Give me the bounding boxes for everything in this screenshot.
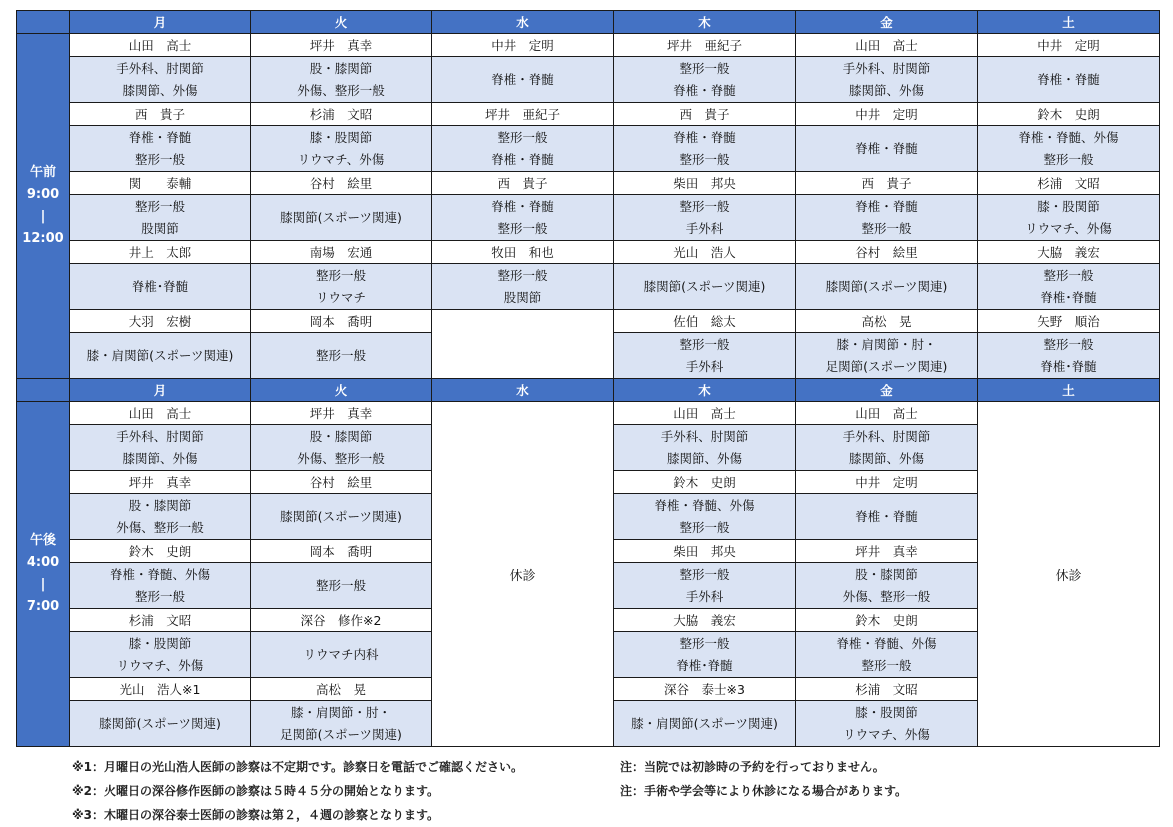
closed-cell: 休診 [978,402,1160,747]
specialty-line: 手外科、肘関節 [116,60,204,76]
specialty-line: 脊椎・脊髄 [855,198,918,214]
specialty-cell [796,57,978,103]
doctor-name: 鈴木 史朗 [614,471,796,494]
specialty-cell [796,563,978,609]
specialty-line: 脊椎・脊髄 [855,140,918,156]
specialty-line: 整形一般 [679,519,730,535]
specialty-line: 脊椎・脊髄 [1037,71,1100,87]
specialty-cell [432,264,614,310]
specialty-line: 膝・股関節 [1037,198,1100,214]
footnotes-right [620,755,907,803]
doctor-name: 牧田 和也 [432,241,614,264]
specialty-cell [251,126,432,172]
doctor-name: 南場 宏通 [251,241,432,264]
specialty-line: 整形一般 [679,198,730,214]
specialty-line: 外傷、整形一般 [297,82,385,98]
doctor-name: 坪井 亜紀子 [614,34,796,57]
specialty-line: 膝関節(スポーツ関連) [280,508,402,524]
doctor-name: 大羽 宏樹 [70,310,251,333]
specialty-cell [432,57,614,103]
specialty-line: 整形一般 [497,267,548,283]
specialty-line: 膝関節、外傷 [848,82,924,98]
specialty-cell [70,701,251,747]
period-label-line: 午前 [29,165,56,180]
specialty-cell [70,333,251,379]
doctor-name: 杉浦 文昭 [251,103,432,126]
specialty-cell [796,425,978,471]
period-label-line: | [40,209,46,224]
specialty-cell [614,632,796,678]
doctor-name: 坪井 真幸 [251,402,432,425]
specialty-cell [614,333,796,379]
doctor-name-row [17,402,1160,425]
specialty-line: 整形一般 [134,198,185,214]
specialty-line: 整形一般 [315,267,366,283]
specialty-cell [978,57,1160,103]
doctor-name: 山田 高士 [796,34,978,57]
specialty-cell [251,333,432,379]
specialty-line: 手外科 [685,588,724,604]
specialty-line: 脊椎・脊髄 [491,198,554,214]
specialty-cell [614,563,796,609]
specialty-line: 手外科、肘関節 [842,428,931,444]
specialty-line: 手外科 [685,220,724,236]
specialty-row [17,195,1160,241]
doctor-name-row [17,34,1160,57]
period-label-line: 午後 [29,533,56,548]
specialty-line: 外傷、整形一般 [297,450,385,466]
specialty-cell [614,195,796,241]
specialty-cell [978,264,1160,310]
specialty-line: 整形一般 [861,657,912,673]
specialty-line: 脊椎・脊髄 [491,151,554,167]
day-header: 木 [614,11,796,34]
doctor-name: 中井 定明 [796,103,978,126]
day-header: 土 [978,379,1160,402]
specialty-cell [796,264,978,310]
specialty-cell [796,126,978,172]
doctor-name: 谷村 絵里 [251,172,432,195]
doctor-name: 鈴木 史朗 [978,103,1160,126]
specialty-line: 外傷、整形一般 [116,519,204,535]
specialty-cell [251,563,432,609]
specialty-line: 整形一般 [1043,267,1094,283]
specialty-line: 脊椎・脊髄、外傷 [1018,129,1119,145]
doctor-name: 杉浦 文昭 [978,172,1160,195]
day-header: 金 [796,379,978,402]
specialty-line: 足関節(スポーツ関連) [825,358,948,374]
doctor-name-row [17,103,1160,126]
day-header: 火 [251,11,432,34]
doctor-name: 佐伯 総太 [614,310,796,333]
specialty-line: 脊椎・脊髄 [491,71,554,87]
doctor-name: 坪井 真幸 [796,540,978,563]
doctor-name: 岡本 喬明 [251,310,432,333]
specialty-line: 整形一般 [861,220,912,236]
doctor-name: 西 貴子 [614,103,796,126]
specialty-cell [70,264,251,310]
doctor-name: 光山 浩人※1 [70,678,251,701]
doctor-name-row [17,310,1160,333]
doctor-name: 鈴木 史朗 [796,609,978,632]
corner-cell [17,11,70,34]
doctor-name: 高松 晃 [796,310,978,333]
specialty-line: 足関節(スポーツ関連) [280,726,402,742]
period-label-line: 4:00 [26,555,60,570]
period-label-line: 9:00 [26,187,60,202]
empty-slot [432,310,614,379]
specialty-line: 手外科 [685,358,724,374]
specialty-cell [978,195,1160,241]
specialty-cell [614,494,796,540]
doctor-name: 中井 定明 [432,34,614,57]
specialty-line: 膝関節、外傷 [122,82,198,98]
specialty-line: 整形一般 [679,60,730,76]
specialty-cell [251,425,432,471]
day-header: 木 [614,379,796,402]
specialty-cell [251,195,432,241]
specialty-line: 整形一般 [134,588,185,604]
doctor-name: 谷村 絵里 [251,471,432,494]
doctor-name: 西 貴子 [432,172,614,195]
specialty-line: 股・膝関節 [309,428,373,444]
doctor-name: 大脇 義宏 [978,241,1160,264]
specialty-line: 整形一般 [679,635,730,651]
doctor-name: 大脇 義宏 [614,609,796,632]
specialty-line: 股・膝関節 [855,566,918,582]
specialty-line: 股・膝関節 [128,497,192,513]
specialty-line: 膝・肩関節(スポーツ関連) [631,715,778,731]
specialty-line: 脊椎・脊髄、外傷 [654,497,755,513]
footnote: ※2：火曜日の深谷修作医師の診察は５時４５分の開始となります。 [72,784,440,798]
doctor-name: 井上 太郎 [70,241,251,264]
specialty-cell [70,632,251,678]
specialty-line: 膝・股関節 [128,635,192,651]
specialty-cell [70,126,251,172]
specialty-line: 整形一般 [315,347,366,363]
doctor-name: 坪井 亜紀子 [432,103,614,126]
period-label-line: 7:00 [26,599,60,614]
specialty-line: 脊椎･脊髄 [676,657,733,673]
specialty-line: 手外科、肘関節 [116,428,204,444]
specialty-line: 膝・肩関節・肘・ [290,704,391,720]
doctor-name: 鈴木 史朗 [70,540,251,563]
specialty-line: リウマチ内科 [303,646,379,662]
specialty-line: 膝関節、外傷 [666,450,742,466]
period-label-line: | [40,577,46,592]
specialty-line: 整形一般 [1043,151,1094,167]
specialty-line: 股関節 [141,220,179,236]
specialty-line: リウマチ、外傷 [1025,220,1112,236]
specialty-cell [978,333,1160,379]
specialty-line: 膝・股関節 [855,704,918,720]
specialty-line: 脊椎・脊髄 [855,508,918,524]
specialty-line: 脊椎・脊髄 [128,129,192,145]
doctor-name: 杉浦 文昭 [70,609,251,632]
specialty-cell [614,264,796,310]
specialty-row [17,126,1160,172]
specialty-line: 膝・肩関節・肘・ [836,336,937,352]
doctor-name: 岡本 喬明 [251,540,432,563]
specialty-line: 膝・股関節 [309,129,373,145]
footnote: ※1：月曜日の光山浩人医師の診察は不定期です。診察日を電話でご確認ください。 [72,760,524,774]
doctor-name: 高松 晃 [251,678,432,701]
day-header: 火 [251,379,432,402]
specialty-cell [796,333,978,379]
specialty-cell [432,195,614,241]
doctor-name: 矢野 順治 [978,310,1160,333]
notice: 注：当院では初診時の予約を行っておりません。 [620,760,885,774]
day-header: 月 [70,379,251,402]
corner-cell [17,379,70,402]
specialty-cell [614,57,796,103]
doctor-name: 柴田 邦央 [614,172,796,195]
specialty-line: 膝関節(スポーツ関連) [280,209,402,225]
specialty-line: 整形一般 [679,566,730,582]
specialty-line: 手外科、肘関節 [660,428,749,444]
specialty-line: 整形一般 [679,336,730,352]
specialty-cell [796,632,978,678]
day-header: 土 [978,11,1160,34]
specialty-line: 脊椎･脊髄 [131,278,189,294]
doctor-name: 山田 高士 [614,402,796,425]
schedule-table [16,10,1160,747]
specialty-cell [614,701,796,747]
specialty-cell [796,195,978,241]
specialty-line: 脊椎・脊髄 [673,129,736,145]
day-header-row [17,11,1160,34]
specialty-line: 膝関節、外傷 [848,450,924,466]
doctor-name-row [17,172,1160,195]
footnote: ※3：木曜日の深谷泰士医師の診察は第２，４週の診察となります。 [72,808,440,822]
specialty-line: リウマチ、外傷 [297,151,385,167]
specialty-row [17,57,1160,103]
specialty-line: 膝関節(スポーツ関連) [99,715,221,731]
specialty-cell [251,632,432,678]
doctor-name: 坪井 真幸 [70,471,251,494]
period-label-line: 12:00 [22,231,64,246]
day-header: 金 [796,11,978,34]
specialty-cell [251,57,432,103]
notice: 注：手術や学会等により休診になる場合があります。 [620,784,908,798]
specialty-line: 膝関節(スポーツ関連) [643,278,766,294]
doctor-name: 谷村 絵里 [796,241,978,264]
specialty-cell [796,701,978,747]
specialty-cell [251,264,432,310]
footnotes-left [72,755,523,827]
doctor-name: 中井 定明 [796,471,978,494]
specialty-line: 股関節 [503,289,542,305]
specialty-cell [70,494,251,540]
specialty-cell [251,701,432,747]
specialty-line: 整形一般 [315,577,366,593]
specialty-cell [70,57,251,103]
specialty-line: 整形一般 [134,151,185,167]
day-header: 水 [432,11,614,34]
doctor-name: 柴田 邦央 [614,540,796,563]
specialty-line: リウマチ [315,289,366,305]
doctor-name: 関 泰輔 [70,172,251,195]
specialty-line: 外傷、整形一般 [842,588,931,604]
day-header: 月 [70,11,251,34]
doctor-name: 深谷 泰士※3 [614,678,796,701]
doctor-name: 光山 浩人 [614,241,796,264]
specialty-line: 股・膝関節 [309,60,373,76]
specialty-cell [614,425,796,471]
specialty-cell [432,126,614,172]
specialty-line: 手外科、肘関節 [842,60,931,76]
specialty-line: 整形一般 [1043,336,1094,352]
specialty-line: 膝・肩関節(スポーツ関連) [86,347,234,363]
doctor-name: 深谷 修作※2 [251,609,432,632]
doctor-name: 中井 定明 [978,34,1160,57]
doctor-name: 西 貴子 [796,172,978,195]
doctor-name: 坪井 真幸 [251,34,432,57]
specialty-row [17,264,1160,310]
specialty-cell [978,126,1160,172]
closed-cell: 休診 [432,402,614,747]
doctor-name: 山田 高士 [70,402,251,425]
specialty-line: リウマチ、外傷 [116,657,204,673]
specialty-line: 膝関節、外傷 [122,450,198,466]
specialty-cell [70,563,251,609]
specialty-line: 膝関節(スポーツ関連) [825,278,948,294]
specialty-line: 整形一般 [497,220,548,236]
specialty-cell [70,425,251,471]
specialty-line: 脊椎・脊髄、外傷 [836,635,937,651]
specialty-cell [70,195,251,241]
specialty-line: 整形一般 [497,129,548,145]
period-label [17,402,70,747]
day-header: 水 [432,379,614,402]
doctor-name: 山田 高士 [70,34,251,57]
specialty-line: リウマチ、外傷 [843,726,930,742]
doctor-name-row [17,241,1160,264]
period-label [17,34,70,379]
day-header-row [17,379,1160,402]
specialty-cell [251,494,432,540]
doctor-name: 西 貴子 [70,103,251,126]
doctor-name: 山田 高士 [796,402,978,425]
doctor-name: 杉浦 文昭 [796,678,978,701]
specialty-line: 脊椎・脊髄、外傷 [109,566,210,582]
specialty-line: 整形一般 [679,151,730,167]
specialty-line: 脊椎･脊髄 [1040,289,1097,305]
specialty-line: 脊椎･脊髄 [1040,358,1097,374]
specialty-cell [614,126,796,172]
specialty-line: 脊椎・脊髄 [673,82,736,98]
specialty-cell [796,494,978,540]
